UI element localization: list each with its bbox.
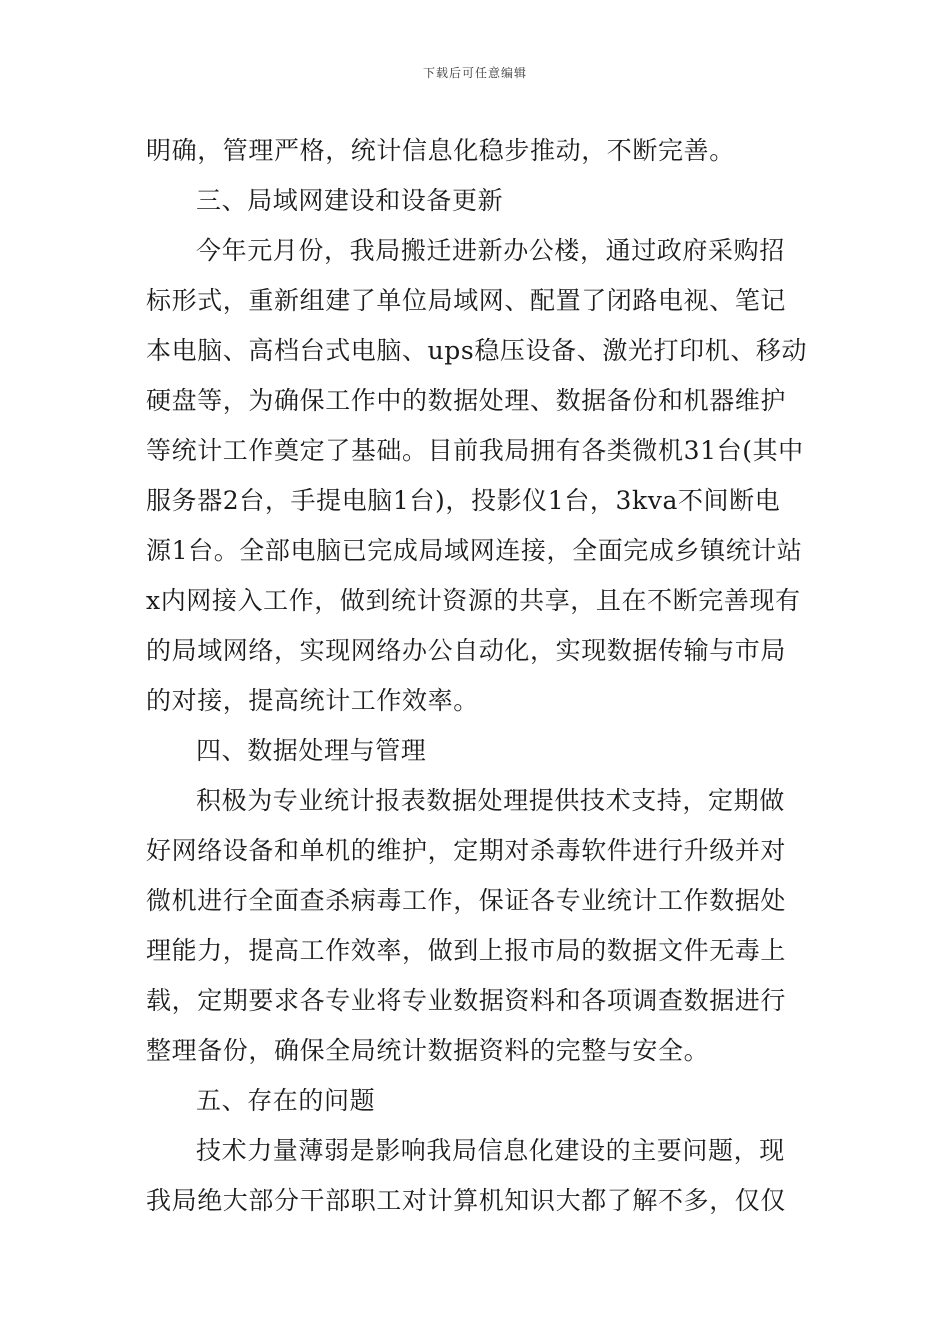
text-line: 明确，管理严格，统计信息化稳步推动，不断完善。: [146, 136, 735, 165]
text-line: 本电脑、高档台式电脑、ups稳压设备、激光打印机、移动: [146, 336, 808, 365]
text-line: 标形式，重新组建了单位局域网、配置了闭路电视、笔记: [146, 286, 787, 315]
text-line: 四、数据处理与管理: [196, 736, 427, 765]
text-line: 我局绝大部分干部职工对计算机知识大都了解不多，仅仅: [146, 1186, 787, 1215]
text-line: x内网接入工作，做到统计资源的共享，且在不断完善现有: [146, 586, 801, 615]
text-line: 服务器2台，手提电脑1台)，投影仪1台，3kva不间断电: [146, 486, 781, 515]
text-line: 微机进行全面查杀病毒工作，保证各专业统计工作数据处: [146, 886, 787, 915]
text-line: 理能力，提高工作效率，做到上报市局的数据文件无毒上: [146, 936, 787, 965]
text-line: 好网络设备和单机的维护，定期对杀毒软件进行升级并对: [146, 836, 787, 865]
text-line: 等统计工作奠定了基础。目前我局拥有各类微机31台(其中: [146, 436, 804, 465]
text-line: 三、局域网建设和设备更新: [196, 186, 504, 215]
text-line: 载，定期要求各专业将专业数据资料和各项调查数据进行: [146, 986, 787, 1015]
text-line: 硬盘等，为确保工作中的数据处理、数据备份和机器维护: [146, 386, 787, 415]
text-line: 的对接，提高统计工作效率。: [146, 686, 479, 715]
text-line: 整理备份，确保全局统计数据资料的完整与安全。: [146, 1036, 710, 1065]
text-line: 技术力量薄弱是影响我局信息化建设的主要问题，现: [196, 1136, 785, 1165]
text-line: 今年元月份，我局搬迁进新办公楼，通过政府采购招: [196, 236, 785, 265]
text-line: 的局域网络，实现网络办公自动化，实现数据传输与市局: [146, 636, 787, 665]
document-body: [146, 126, 806, 1226]
text-line: 五、存在的问题: [196, 1086, 376, 1115]
text-line: 积极为专业统计报表数据处理提供技术支持，定期做: [196, 786, 785, 815]
text-line: 源1台。全部电脑已完成局域网连接，全面完成乡镇统计站: [146, 536, 803, 565]
page-header: 下载后可任意编辑: [422, 66, 527, 80]
